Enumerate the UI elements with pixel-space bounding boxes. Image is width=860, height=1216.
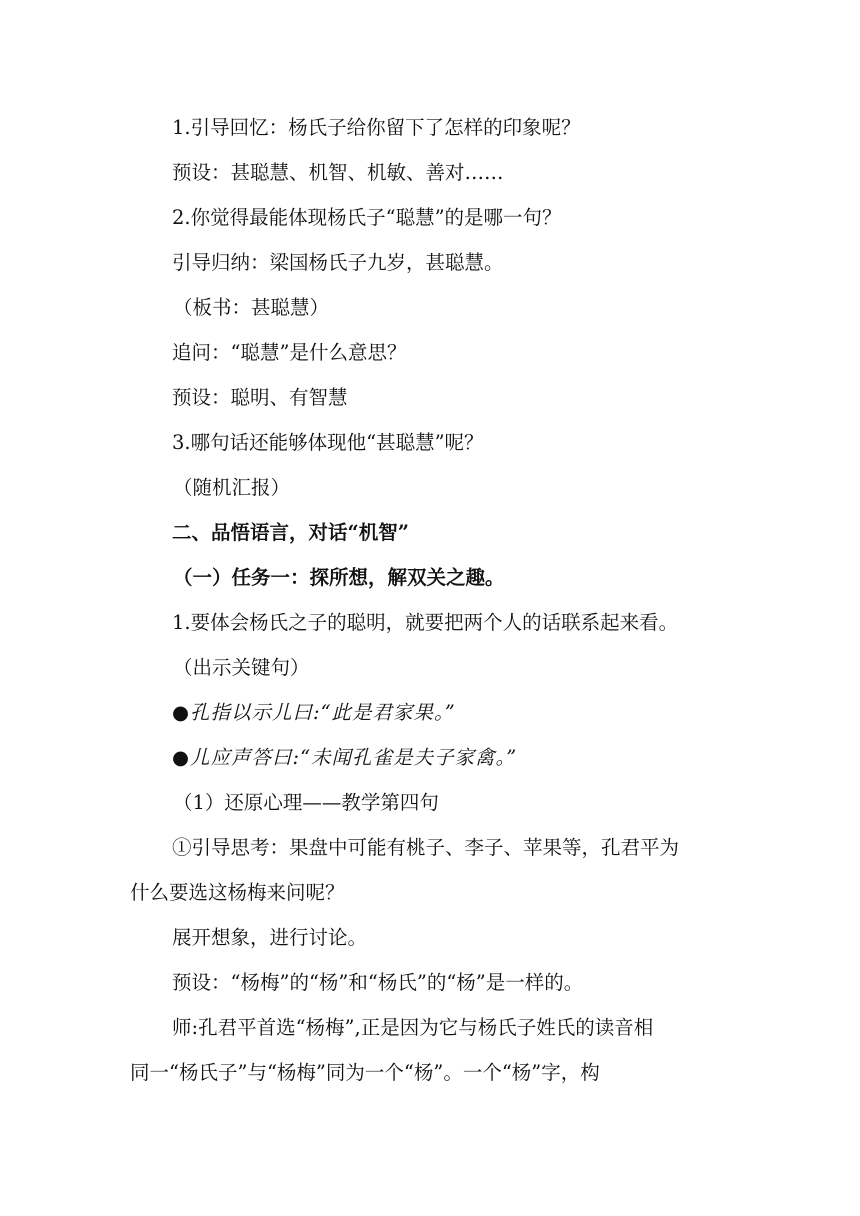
- text-line-8: 3.哪句话还能够体现他“甚聪慧”呢？: [172, 431, 484, 454]
- text-line-20: 预设：“杨梅”的“杨”和“杨氏”的“杨”是一样的。: [172, 971, 584, 994]
- text-line-7: 预设：聪明、有智慧: [172, 386, 348, 409]
- text-line-2: 预设：甚聪慧、机智、机敏、善对……: [172, 161, 504, 184]
- key-sentence-2: ●儿应声答曰:“未闻孔雀是夫子家禽。”: [172, 746, 518, 769]
- text-line-4: 引导归纳：梁国杨氏子九岁，甚聪慧。: [172, 251, 504, 274]
- text-line-13: （出示关键句）: [173, 656, 310, 679]
- text-line-12: 1.要体会杨氏之子的聪明，就要把两个人的话联系起来看。: [172, 611, 679, 634]
- text-line-22: 同一“杨氏子”与“杨梅”同为一个“杨”。一个“杨”字，构: [130, 1061, 600, 1084]
- text-line-3: 2.你觉得最能体现杨氏子“聪慧”的是哪一句？: [172, 206, 562, 229]
- text-line-5: （板书：甚聪慧）: [173, 296, 330, 319]
- task-heading: （一）任务一：探所想，解双关之趣。: [173, 566, 505, 589]
- text-line-16: （1）还原心理——教学第四句: [173, 791, 439, 814]
- text-line-21: 师:孔君平首选“杨梅”,正是因为它与杨氏子姓氏的读音相: [172, 1016, 654, 1039]
- text-line-1: 1.引导回忆：杨氏子给你留下了怎样的印象呢？: [172, 116, 581, 139]
- section-heading: 二、品悟语言，对话“机智”: [172, 521, 409, 544]
- text-line-6: 追问：“聪慧”是什么意思？: [172, 341, 407, 364]
- text-line-19: 展开想象，进行讨论。: [172, 926, 368, 949]
- text-line-9: （随机汇报）: [173, 476, 291, 499]
- text-line-17: ①引导思考：果盘中可能有桃子、李子、苹果等，孔君平为: [172, 836, 680, 859]
- key-sentence-1: ●孔指以示儿曰:“此是君家果。”: [172, 701, 456, 724]
- text-line-18: 什么要选这杨梅来问呢？: [130, 881, 345, 904]
